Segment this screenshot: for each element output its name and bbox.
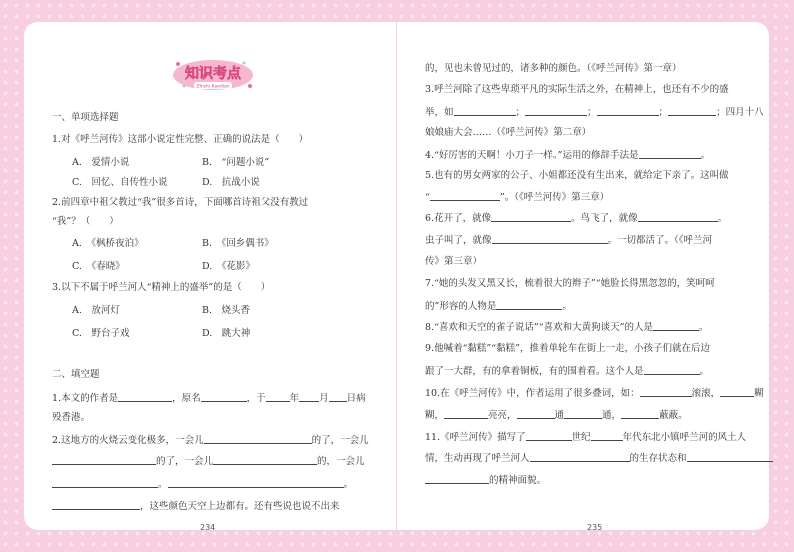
question-1: 1.对《呼兰河传》这部小说定性完整、正确的说法是（ ） [52,134,309,145]
fill-question-8: 8.“喜欢和天空的雀子说话”“喜欢和大黄狗谈天”的人是 。 [425,322,709,333]
question-3: 3.以下不属于呼兰河人“精神上的盛举”的是（ ） [52,282,271,293]
answer-blank[interactable] [653,320,699,331]
answer-blank[interactable] [720,386,754,397]
fill-question-11-line3: 的精神面貌。 [425,473,546,487]
fill-question-2-line3: 。 。 [52,477,353,491]
fill-question-6-line2: 虫子叫了，就像 。一切都活了。（《呼兰河 [425,235,713,246]
fill-question-2-line1: 2.这地方的火烧云变化极多，一会儿 的了，一会儿 [52,435,369,446]
fill-question-9-line1: 9.他喊着“黏糕”“黏糕”，推着单轮车在街上一走，小孩子们就在后边 [425,343,710,354]
answer-blank[interactable] [668,105,716,116]
fill-question-1-cont: 殁香港。 [52,412,91,423]
fill-question-6-line3: 传》第三章） [425,256,483,267]
fill-question-4: 4.“好厉害的天啊！小刀子一样。”运用的修辞手法是 。 [425,150,711,161]
answer-blank[interactable] [266,391,290,402]
answer-blank[interactable] [638,211,718,222]
answer-blank[interactable] [621,408,659,419]
badge-subtitle: Zhishi Kaodian [196,84,230,90]
fill-question-10-line2: 糊， 亮亮， 通 通， 蔽蔽。 [425,410,688,421]
q2-option-d: D. 《花影》 [202,261,256,272]
answer-blank[interactable] [530,451,630,462]
q1-option-c: C. 回忆、自传性小说 [72,177,168,188]
continuation-line: 的，见也未曾见过的，诸多种的颜色。（《呼兰河传》第一章） [425,63,682,74]
answer-blank[interactable] [204,433,312,444]
fill-question-3-line3: 娘娘庙大会……（《呼兰河传》第二章） [425,127,592,138]
fill-question-10-line1: 10.在《呼兰河传》中，作者运用了很多叠词，如： 滚滚， 糊 [425,388,764,399]
q1-option-a: A. 爱情小说 [72,157,130,168]
fill-question-3-line1: 3.呼兰河除了这些卑琐平凡的实际生活之外，在精神上，也还有不少的盛 [425,84,729,95]
answer-blank[interactable] [425,473,489,484]
fill-question-6-line1: 6.花开了，就像 。鸟飞了，就像 。 [425,213,728,224]
fill-question-5-line1: 5.也有的男女两家的公子、小姐都还没有生出来，就给定下亲了。这叫做 [425,170,729,181]
right-page [397,22,769,530]
knowledge-badge [170,58,256,92]
answer-blank[interactable] [329,391,347,402]
answer-blank[interactable] [299,391,319,402]
answer-blank[interactable] [591,430,623,441]
q2-option-c: C. 《春晓》 [72,261,125,272]
question-2-line2: “我”？（ ） [52,216,119,227]
answer-blank[interactable] [492,233,608,244]
q3-option-a: A. 放河灯 [72,305,120,316]
q2-option-a: A. 《枫桥夜泊》 [72,238,144,249]
answer-blank[interactable] [517,408,555,419]
q3-option-d: D. 跳大神 [202,328,251,339]
answer-blank[interactable] [525,105,587,116]
q3-option-b: B. 烧头香 [202,305,251,316]
answer-blank[interactable] [52,454,156,465]
fill-question-11-line2: 情，生动再现了呼兰河人 的生存状态和 [425,451,773,465]
answer-blank[interactable] [491,211,571,222]
fill-question-3-line2: 举，如 ； ； ； ；四月十八 [425,107,764,118]
fill-question-5-line2: “ ”。（《呼兰河传》第三章） [425,192,610,203]
fill-question-7-line1: 7.“她的头发又黑又长，梳着很大的辫子”“她脸长得黑忽忽的，笑呵呵 [425,278,715,289]
answer-blank[interactable] [52,499,140,510]
fill-question-2-line2: 的了，一会儿 的，一会儿 [52,454,365,468]
badge-title: 知识考点 [185,66,241,82]
answer-blank[interactable] [639,148,701,159]
q1-option-d: D. 抗战小说 [202,177,260,188]
page-number-right: 235 [587,523,603,532]
answer-blank[interactable] [168,477,344,488]
fill-question-2-line4: ，这些颜色天空上边都有。还有些说也说不出来 [52,499,340,513]
answer-blank[interactable] [52,477,158,488]
q1-option-b: B. “问题小说” [202,157,270,168]
answer-blank[interactable] [454,105,516,116]
answer-blank[interactable] [213,454,317,465]
answer-blank[interactable] [201,391,247,402]
answer-blank[interactable] [444,408,488,419]
answer-blank[interactable] [564,408,602,419]
fill-question-7-line2: 的”形容的人物是 。 [425,301,572,312]
question-2-line1: 2.前四章中祖父教过“我”很多首诗，下面哪首诗祖父没有教过 [52,197,309,208]
section-heading-choice: 一、单项选择题 [52,112,119,123]
page-number-left: 234 [200,523,216,532]
answer-blank[interactable] [430,190,500,201]
answer-blank[interactable] [640,386,692,397]
answer-blank[interactable] [526,430,572,441]
answer-blank[interactable] [597,105,659,116]
answer-blank[interactable] [687,451,773,462]
fill-question-1: 1.本文的作者是 ，原名 ，于 年 月 日病 [52,393,366,404]
q3-option-c: C. 野台子戏 [72,328,130,339]
answer-blank[interactable] [644,364,700,375]
fill-question-11-line1: 11.《呼兰河传》描写了 世纪 年代东北小镇呼兰河的风土人 [425,432,747,443]
fill-question-9-line2: 跟了一大群，有的拿着铜板，有的围着看。这个人是 。 [425,366,710,377]
answer-blank[interactable] [496,299,562,310]
left-page [24,22,396,530]
section-heading-fill: 二、填空题 [52,369,100,380]
answer-blank[interactable] [118,391,172,402]
q2-option-b: B. 《回乡偶书》 [202,238,274,249]
